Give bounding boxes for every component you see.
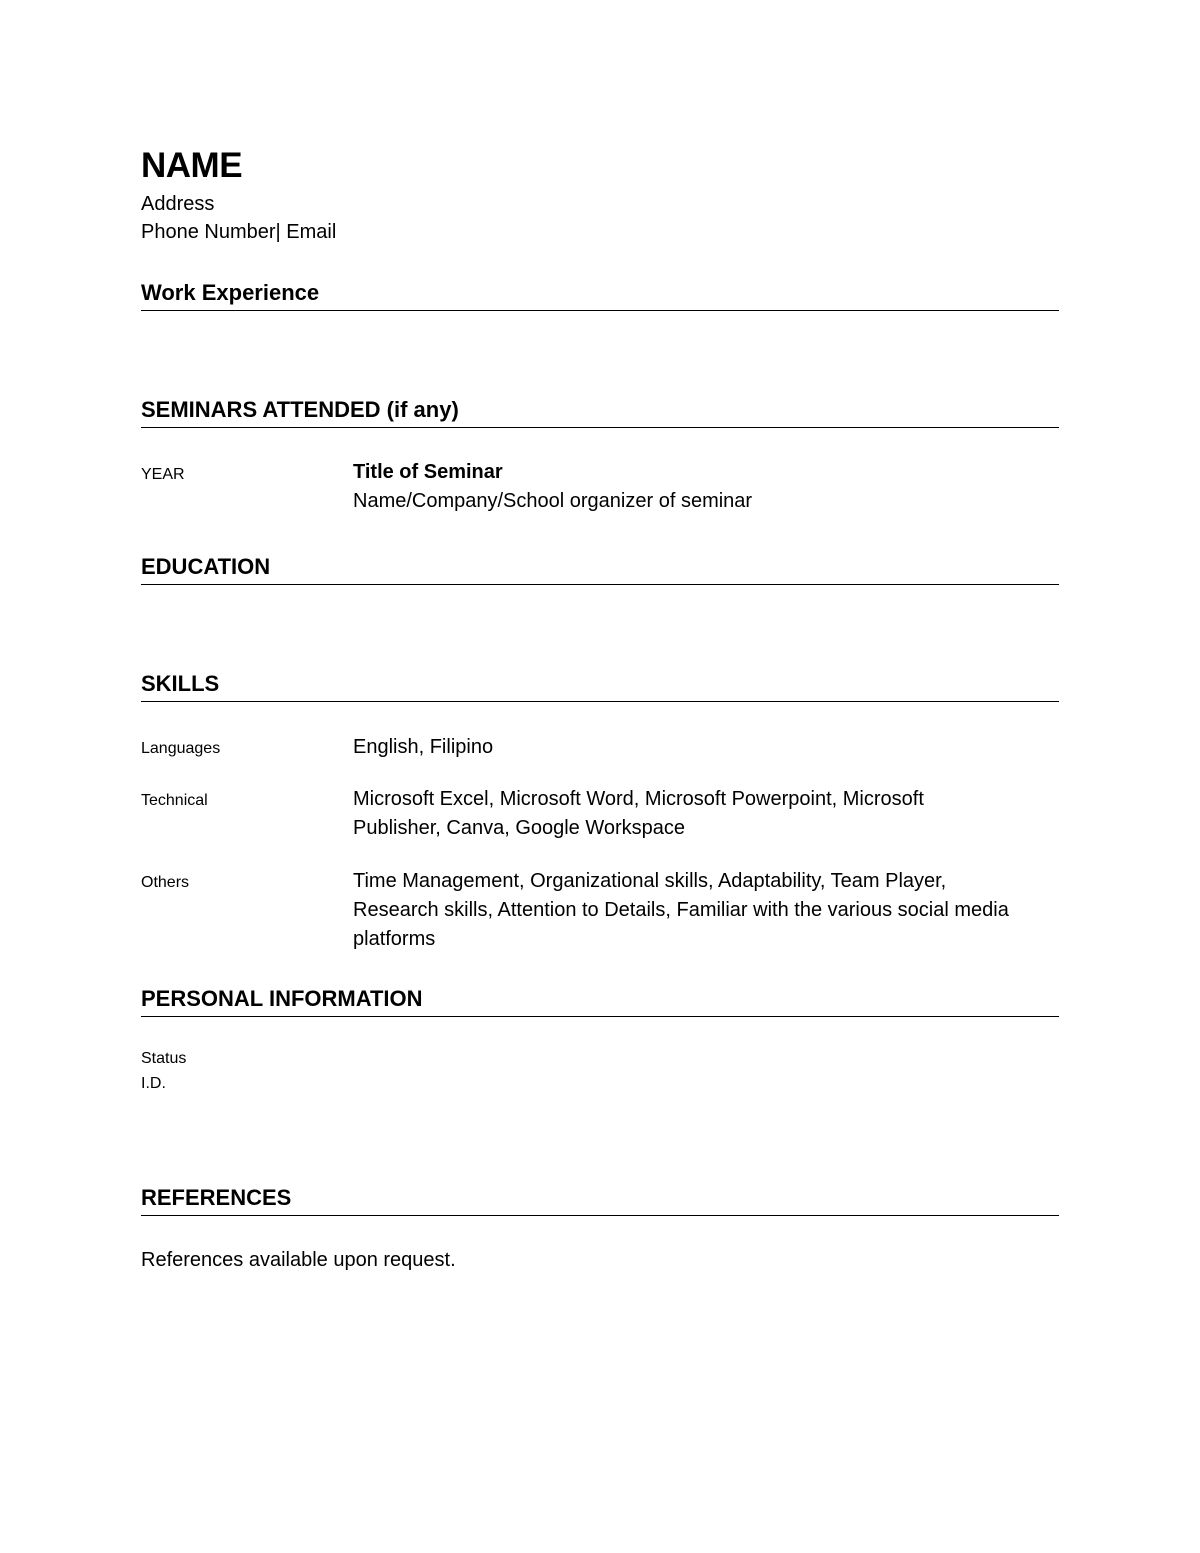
skill-value-technical: Microsoft Excel, Microsoft Word, Microsoft Powerpoint, Microsoft Publisher, Canva, Google Workspace xyxy=(353,788,924,839)
seminar-title: Title of Seminar xyxy=(353,461,503,483)
section-references: REFERENCES xyxy=(141,1184,1059,1216)
contact-line: Phone Number| Email xyxy=(141,221,337,243)
id-label: I.D. xyxy=(141,1075,166,1092)
skill-label-technical: Technical xyxy=(141,792,208,809)
section-skills: SKILLS xyxy=(141,670,1059,702)
skill-label-languages: Languages xyxy=(141,740,221,757)
candidate-name: NAME xyxy=(141,146,243,185)
seminar-year-label: YEAR xyxy=(141,466,185,483)
section-personal-information: PERSONAL INFORMATION xyxy=(141,985,1059,1017)
seminar-organizer: Name/Company/School organizer of seminar xyxy=(353,490,753,512)
address-line: Address xyxy=(141,193,215,215)
skill-label-others: Others xyxy=(141,874,190,891)
section-work-experience: Work Experience xyxy=(141,279,1059,311)
section-seminars: SEMINARS ATTENDED (if any) xyxy=(141,396,1059,428)
section-education: EDUCATION xyxy=(141,553,1059,585)
skill-value-languages: English, Filipino xyxy=(353,736,494,758)
references-text: References available upon request. xyxy=(141,1249,456,1271)
skill-value-others: Time Management, Organizational skills, Adaptability, Team Player, Research skills, Attention to Details, Familiar with the various social media platforms xyxy=(353,870,1009,950)
status-label: Status xyxy=(141,1050,187,1067)
